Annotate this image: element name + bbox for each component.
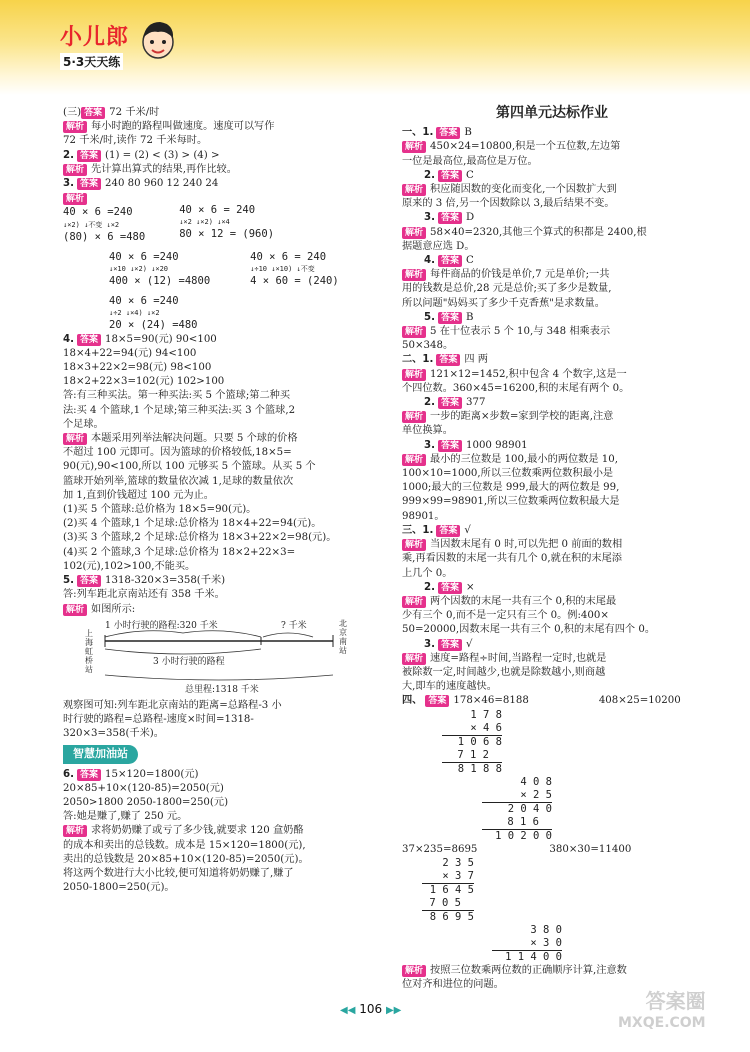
answer-tag: 答案 [438, 397, 462, 409]
vertical-calc [442, 709, 502, 776]
section-number: 四、 [402, 695, 423, 707]
calc-line: 400 × (12) =4800 [109, 275, 211, 288]
answer-value: B [464, 127, 472, 139]
text-line: 58×40=2320,其他三个算式的积都是 2400,根 [430, 226, 647, 238]
text-line: 每件商品的价钱是单价,7 元是单价;一共 [430, 269, 610, 281]
calc-line: 2 0 4 0 [507, 802, 552, 815]
answer-value: 377 [465, 397, 486, 409]
answer-tag: 答案 [438, 440, 462, 452]
analysis-tag: 解析 [63, 121, 87, 133]
mascot-icon [138, 18, 178, 62]
text-line: 每小时跑的路程叫做速度。速度可以写作 [91, 121, 275, 133]
text-line: 18×5=90(元) 90<100 [104, 333, 217, 345]
text-line: 一步的距离×步数=家到学校的距离,注意 [430, 411, 614, 423]
text-line: 72 千米/时,读作 72 千米每时。 [63, 135, 208, 147]
text-line: 篮球开始列举,篮球的数量依次减 1,足球的数量依次 [63, 475, 294, 487]
answer-tag: 答案 [81, 107, 105, 119]
text-line: 一位是最高位,最高位是万位。 [402, 155, 538, 167]
text-line: 50×348。 [402, 340, 454, 352]
question-number: 2. [424, 169, 435, 181]
calc-head: 380×30=11400 [549, 843, 632, 855]
text-line: 将这两个数进行大小比较,便可知道将奶奶赚了,赚了 [63, 867, 294, 879]
calc-line: 1 6 4 5 [429, 883, 474, 896]
text-line: 积应随因数的变化而变化,一个因数扩大到 [430, 184, 617, 196]
text-line: 18×4+22=94(元) 94<100 [63, 347, 197, 359]
text-line: 加 1,直到价钱超过 100 元为止。 [63, 489, 214, 501]
analysis-tag: 解析 [402, 326, 426, 338]
text-line: 最小的三位数是 100,最小的两位数是 10, [430, 453, 619, 465]
calc-line: 8 1 6 [482, 816, 552, 830]
brand-logo [60, 20, 129, 70]
watermark-url: MXQE.COM [618, 1015, 706, 1031]
question-number: 4. [63, 333, 74, 345]
text-line: 答:她是赚了,赚了 250 元。 [63, 811, 188, 823]
prev-arrows-icon: ◀◀ [340, 1005, 356, 1016]
text-line: 1000;最大的三位数是 999,最大的两位数是 99, [402, 482, 620, 494]
page-number-value: 106 [359, 1002, 383, 1016]
text-line: (4)买 2 个篮球,3 个足球:总价格为 18×2+22×3= [63, 546, 296, 558]
text-line: 据题意应选 D。 [402, 240, 475, 252]
text-line: 999×99=98901,所以三位数乘两位数积最大是 [402, 496, 620, 508]
text-line: 答:列车距北京南站还有 358 千米。 [63, 589, 225, 601]
text-line: 答:有三种买法。第一种买法:买 5 个篮球;第二种买 [63, 390, 291, 402]
analysis-tag: 解析 [402, 454, 426, 466]
route-diagram [85, 618, 393, 697]
calc-line: 4 × 60 = (240) [250, 275, 339, 288]
answer-tag: 答案 [438, 582, 462, 594]
answer-tag: 答案 [436, 525, 460, 537]
answer-value: √ [464, 524, 471, 536]
boost-banner: 智慧加油站 [63, 745, 138, 763]
watermark-title: 答案圈 [645, 989, 706, 1013]
question-number: 3. [424, 212, 435, 224]
text-line: 乘,再看因数的末尾一共有几个 0,就在积的末尾添 [402, 553, 622, 565]
text-line: 90(元),90<100,所以 100 元够买 5 个篮球。从买 5 个 [63, 461, 316, 473]
text-line: 98901。 [402, 510, 445, 522]
calc-line: × 3 0 [492, 937, 562, 951]
calc-head: 178×46=8188 [453, 695, 529, 707]
text-line: 121×12=1452,积中包含 4 个数字,这是一 [430, 368, 627, 380]
text-line: 两个因数的末尾一共有三个 0,积的末尾最 [430, 595, 617, 607]
q5-answer: 1318-320×3=358(千米) [104, 575, 226, 587]
text-line: 本题采用列举法解决问题。只要 5 个球的价格 [91, 433, 298, 445]
analysis-tag: 解析 [402, 539, 426, 551]
text-line: 所以问题"妈妈买了多少千克香蕉"是求数量。 [402, 297, 605, 309]
vertical-calc [492, 924, 562, 964]
calc-arrows: ↓÷2 ↓×4) ↓×2 [109, 309, 160, 318]
calc-line: 7 1 2 [442, 749, 502, 763]
answer-tag: 答案 [77, 150, 101, 162]
calc-line: × 4 6 [442, 722, 502, 736]
answer-value: √ [465, 638, 473, 650]
answer-tag: 答案 [77, 769, 101, 781]
analysis-tag: 解析 [402, 269, 426, 281]
item-label: (三) [63, 107, 82, 118]
text-line: 按照三位数乘两位数的正确顺序计算,注意数 [430, 964, 627, 976]
text-line: 如图所示: [91, 603, 136, 615]
text-line: 320×3=358(千米)。 [63, 728, 164, 740]
vertical-calcs-row2 [402, 857, 702, 964]
text-line: 上几个 0。 [402, 567, 453, 579]
analysis-tag: 解析 [63, 164, 87, 176]
question-number: 2. [424, 397, 435, 409]
question-number: 3. [63, 178, 74, 190]
calc-line: 40 × 6 =240 [109, 250, 179, 263]
calc-line: 40 × 6 = 240 [179, 204, 256, 217]
text-line: 求将奶奶赚了或亏了多少钱,就要求 120 盒奶酪 [91, 825, 304, 837]
calc-line: (80) × 6 =480 [63, 230, 146, 243]
answer-value: B [465, 311, 474, 323]
analysis-tag: 解析 [402, 965, 426, 977]
question-number: 3. [424, 638, 435, 650]
text-line: 100×10=1000,所以三位数乘两位数积最小是 [402, 468, 614, 480]
text-line: 不超过 100 元即可。因为篮球的价格较低,18×5= [63, 447, 292, 459]
section-title: 第四单元达标作业 [496, 105, 608, 121]
text-line: 原来的 3 倍,另一个因数除以 3,最后结果不变。 [402, 198, 615, 210]
answer-value: C [465, 255, 474, 267]
text-line: 大,即车的速度越快。 [402, 681, 497, 693]
question-number: 5. [424, 311, 435, 323]
text-line: 法:买 4 个篮球,1 个足球;第三种买法:买 3 个篮球,2 [63, 404, 296, 416]
calc-line: 40 × 6 = 240 [250, 250, 327, 263]
answer-tag: 答案 [438, 312, 462, 324]
text-line: 18×2+22×3=102(元) 102>100 [63, 376, 225, 388]
calc-line: 20 × (24) =480 [109, 319, 198, 332]
vertical-calc [482, 776, 552, 843]
text-line: 5 在十位表示 5 个 10,与 348 相乘表示 [430, 326, 611, 338]
calc-line: × 3 7 [422, 870, 474, 884]
analysis-tag: 解析 [63, 825, 87, 837]
text-line: 2050-1800=250(元)。 [63, 882, 175, 894]
analysis-tag: 解析 [402, 411, 426, 423]
calc-arrows: ↓×2) ↓不变 ↓×2 [63, 220, 120, 229]
calc-line: 7 0 5 [422, 897, 474, 911]
text-line: 少有三个 0,而不是一定只有三个 0。例:400× [402, 610, 609, 622]
q6-answer: 15×120=1800(元) [104, 768, 199, 780]
diagram-question-label: ? 千米 [281, 620, 307, 631]
q3-answer: 240 80 960 12 240 24 [104, 178, 219, 190]
section-number: 三、1. [402, 524, 434, 536]
brand-subtitle: 5·3天天练 [60, 53, 123, 70]
calc-line: × 2 5 [482, 789, 552, 803]
text-line: 先计算出算式的结果,再作比较。 [91, 163, 237, 175]
question-number: 5. [63, 575, 74, 587]
text-line: 观察图可知:列车距北京南站的距离=总路程-3 小 [63, 699, 282, 711]
diagram-total-label: 总里程:1318 千米 [185, 684, 259, 695]
analysis-tag: 解析 [402, 369, 426, 381]
calc-line: 1 0 2 0 0 [495, 829, 552, 842]
analysis-tag: 解析 [63, 193, 87, 205]
answer-tag: 答案 [436, 354, 460, 366]
calc-line: 1 0 6 8 [457, 735, 502, 748]
vertical-calc [422, 857, 474, 924]
text-line: 102(元),102>100,不能买。 [63, 560, 196, 572]
calc-head: 37×235=8695 [402, 843, 478, 855]
question-number: 6. [63, 768, 74, 780]
text-line: 个足球。 [63, 418, 104, 430]
question-number: 2. [63, 149, 74, 161]
text-line: 50=20000,因数末尾一共有三个 0,积的末尾有四个 0。 [402, 624, 656, 636]
calc-arrows: ↓×10 ↓×2) ↓×20 [109, 265, 169, 274]
answer-tag: 答案 [77, 178, 101, 190]
text-line: 用的钱数是总价,28 元是总价;买了多少是数量, [402, 283, 612, 295]
page-number [340, 1002, 401, 1016]
text-line: 被除数一定,时间越少,也就是除数越小,则商越 [402, 666, 606, 678]
answer-tag: 答案 [77, 575, 101, 587]
text-line: 20×85+10×(120-85)=2050(元) [63, 782, 224, 794]
answer-value: C [465, 169, 474, 181]
calc-arrows: ↓÷10 ↓×10) ↓不变 [250, 265, 315, 274]
next-arrows-icon: ▶▶ [385, 1005, 402, 1016]
watermark [618, 990, 706, 1034]
analysis-tag: 解析 [402, 141, 426, 153]
calc-line: 1 7 8 [470, 708, 502, 721]
calc-line: 3 8 0 [530, 923, 562, 936]
answer-tag: 答案 [438, 170, 462, 182]
text-line: (1)买 5 个篮球:总价格为 18×5=90(元)。 [63, 504, 257, 516]
analysis-tag: 解析 [402, 184, 426, 196]
calc-head: 408×25=10200 [598, 695, 681, 707]
calc-line: 2 3 5 [442, 856, 474, 869]
text-line: 单位换算。 [402, 425, 453, 437]
brand-title: 小儿郎 [60, 25, 130, 50]
text-line: 卖出的总钱数是 20×85+10×(120-85)=2050(元)。 [63, 853, 309, 865]
question-number: 3. [424, 439, 435, 451]
section-number: 二、1. [402, 354, 434, 366]
text-line: 速度=路程÷时间,当路程一定时,也就是 [430, 652, 607, 664]
text-line: 位对齐和进位的问题。 [402, 978, 504, 990]
diagram-left-station: 上海虹桥站 [85, 628, 93, 674]
analysis-tag: 解析 [402, 653, 426, 665]
text-line: 时行驶的路程=总路程-速度×时间=1318- [63, 713, 254, 725]
analysis-tag: 解析 [63, 604, 87, 616]
diagram-mid-label: 3 小时行驶的路程 [153, 656, 225, 667]
answer-tag: 答案 [425, 695, 449, 707]
text-line: 当因数末尾有 0 时,可以先把 0 前面的数相 [430, 539, 623, 551]
calc-line: 8 1 8 8 [457, 762, 502, 775]
answer-tag: 答案 [436, 127, 460, 139]
calc-line: 1 1 4 0 0 [505, 950, 562, 963]
q3a-answer: 72 千米/时 [109, 107, 160, 118]
right-column [402, 106, 702, 992]
answer-tag: 答案 [438, 255, 462, 267]
vertical-calcs-row1 [402, 709, 702, 843]
answer-tag: 答案 [77, 334, 101, 346]
text-line: 2050>1800 2050-1800=250(元) [63, 796, 229, 808]
q2-answer: (1) = (2) < (3) > (4) > [104, 149, 220, 161]
answer-value: 1000 98901 [465, 439, 528, 451]
question-number: 4. [424, 255, 435, 267]
calc-line: 40 × 6 =240 [63, 206, 133, 219]
answer-value: D [465, 212, 475, 224]
diagram-right-station: 北京南站 [339, 618, 347, 655]
calc-arrows: ↓×2 ↓×2) ↓×4 [179, 218, 230, 227]
section-number: 一、1. [402, 127, 434, 139]
text-line: (3)买 3 个篮球,2 个足球:总价格为 18×3+22×2=98(元)。 [63, 532, 337, 544]
calc-line: 40 × 6 =240 [109, 295, 179, 308]
question-number: 2. [424, 581, 435, 593]
analysis-tag: 解析 [402, 596, 426, 608]
left-column [63, 106, 383, 895]
text-line: 450×24=10800,积是一个五位数,左边第 [430, 141, 621, 153]
answer-tag: 答案 [438, 639, 462, 651]
text-line: 个四位数。360×45=16200,积的末尾有两个 0。 [402, 382, 630, 394]
answer-value: × [465, 581, 475, 593]
analysis-tag: 解析 [63, 433, 87, 445]
calc-line: 4 0 8 [520, 775, 552, 788]
calc-line: 80 × 12 = (960) [179, 228, 275, 241]
text-line: 18×3+22×2=98(元) 98<100 [63, 362, 212, 374]
text-line: (2)买 4 个篮球,1 个足球:总价格为 18×4+22=94(元)。 [63, 518, 322, 530]
diagram-top-label: 1 小时行驶的路程:320 千米 [105, 620, 218, 631]
analysis-tag: 解析 [402, 227, 426, 239]
calc-line: 8 6 9 5 [429, 910, 474, 923]
answer-tag: 答案 [438, 212, 462, 224]
text-line: 的成本和卖出的总钱数。成本是 15×120=1800(元), [63, 839, 306, 851]
answer-value: 四 两 [464, 354, 488, 366]
